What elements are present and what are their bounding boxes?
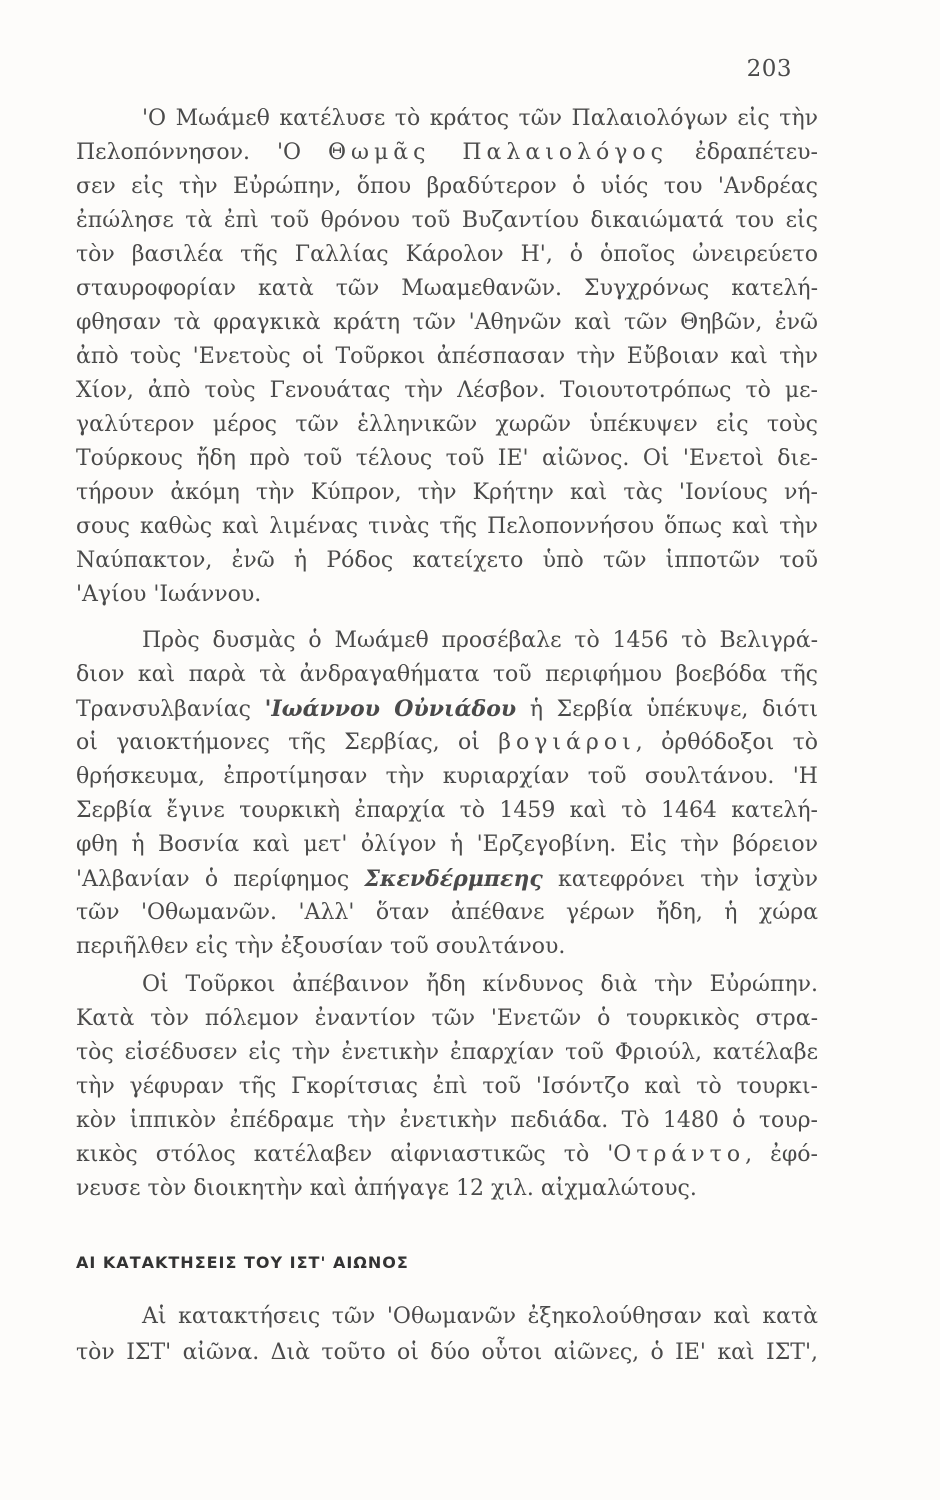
text-line: γαλύτερον μέρος τῶν ἑλληνικῶν χωρῶν ὑπέκυψεν εἰς τοὺς	[76, 412, 818, 437]
person-name-emphasis: Θωμᾶς Παλαιολόγος	[327, 140, 668, 165]
text-span: οἱ γαιοκτήμονες τῆς Σερβίας, οἱ	[76, 730, 499, 755]
text-line: σους καθὼς καὶ λιμένας τινὰς τῆς Πελοποννήσου ὅπως καὶ τὴν	[76, 514, 818, 539]
text-line: 'Αγίου 'Ιωάννου.	[76, 582, 262, 607]
text-line: Αἱ κατακτήσεις τῶν 'Οθωμανῶν ἐξηκολούθησαν καὶ κατὰ	[142, 1304, 818, 1329]
text-span: ἐδραπέτευ-	[667, 140, 818, 165]
text-line: φθη ἡ Βοσνία καὶ μετ' ὀλίγον ἡ 'Ερζεγοβίνη. Εἰς τὴν βόρειον	[76, 832, 818, 857]
place-name-emphasis: Οτράντο	[613, 1142, 746, 1167]
page-number: 203	[746, 56, 792, 82]
text-line	[76, 692, 818, 726]
text-line: τήρουν ἀκόμη τὴν Κύπρον, τὴν Κρήτην καὶ τὰς 'Ιονίους νή-	[76, 480, 818, 505]
text-line: τὸς εἰσέδυσεν εἰς τὴν ἐνετικὴν ἐπαρχίαν τοῦ Φριούλ, κατέλαβε	[76, 1040, 818, 1065]
text-line: τῶν 'Οθωμανῶν. 'Αλλ' ὅταν ἀπέθανε γέρων ἤδη, ἡ χώρα	[76, 900, 818, 925]
text-line: νευσε τὸν διοικητὴν καὶ ἀπήγαγε 12 χιλ. αἰχμαλώτους.	[76, 1176, 697, 1201]
text-line: 'Ο Μωάμεθ κατέλυσε τὸ κράτος τῶν Παλαιολόγων εἰς τὴν	[142, 106, 818, 131]
text-line: Κατὰ τὸν πόλεμον ἐναντίον τῶν 'Ενετῶν ὁ τουρκικὸς στρα-	[76, 1006, 818, 1031]
text-line: φθησαν τὰ φραγκικὰ κράτη τῶν 'Αθηνῶν καὶ τῶν Θηβῶν, ἐνῶ	[76, 310, 818, 335]
text-line	[76, 726, 818, 760]
text-line	[76, 1138, 818, 1172]
text-line	[76, 862, 818, 896]
text-line: Οἱ Τοῦρκοι ἀπέβαινον ἤδη κίνδυνος διὰ τὴν Εὐρώπην.	[142, 972, 818, 997]
text-line: Σερβία ἔγινε τουρκικὴ ἐπαρχία τὸ 1459 καὶ τὸ 1464 κατελή-	[76, 798, 818, 823]
person-name-emphasis: 'Ιωάννου Οὐνιάδου	[264, 696, 517, 722]
text-line: τὴν γέφυραν τῆς Γκορίτσιας ἐπὶ τοῦ 'Ισόντζο καὶ τὸ τουρκι-	[76, 1074, 818, 1099]
text-line: τὸν βασιλέα τῆς Γαλλίας Κάρολον Η', ὁ ὁποῖος ὠνειρεύετο	[76, 242, 818, 267]
text-span: 'Αλβανίαν ὁ περίφημος	[76, 867, 365, 892]
text-line: Πρὸς δυσμὰς ὁ Μωάμεθ προσέβαλε τὸ 1456 τὸ Βελιγρά-	[142, 628, 818, 653]
text-line: ἀπὸ τοὺς 'Ενετοὺς οἱ Τοῦρκοι ἀπέσπασαν τὴν Εὔβοιαν καὶ τὴν	[76, 344, 818, 369]
body-text-section	[76, 1300, 818, 1380]
text-span: , ἐφό-	[745, 1142, 818, 1167]
text-line: Ναύπακτον, ἐνῶ ἡ Ρόδος κατείχετο ὑπὸ τῶν ἱπποτῶν τοῦ	[76, 548, 818, 573]
text-span: Τρανσυλβανίας	[76, 697, 265, 722]
person-name-emphasis: Σκενδέρμπεης	[364, 866, 543, 892]
section-heading: ΑΙ ΚΑΤΑΚΤΗΣΕΙΣ ΤΟΥ ΙΣΤ' ΑΙΩΝΟΣ	[76, 1253, 409, 1272]
text-line	[76, 136, 818, 170]
text-line: διον καὶ παρὰ τὰ ἀνδραγαθήματα τοῦ περιφήμου βοεβόδα τῆς	[76, 662, 818, 687]
text-line: Χίον, ἀπὸ τοὺς Γενουάτας τὴν Λέσβον. Τοιουτοτρόπως τὸ με-	[76, 378, 818, 403]
text-span: κατεφρόνει τὴν ἰσχὺν	[542, 867, 818, 892]
text-line: περιῆλθεν εἰς τὴν ἐξουσίαν τοῦ σουλτάνου.	[76, 934, 566, 959]
text-line: ἐπώλησε τὰ ἐπὶ τοῦ θρόνου τοῦ Βυζαντίου δικαιώματά του εἰς	[76, 208, 818, 233]
text-span: Πελοπόννησον. 'Ο	[76, 140, 328, 165]
text-line: σεν εἰς τὴν Εὐρώπην, ὅπου βραδύτερον ὁ υἱός του 'Ανδρέας	[76, 174, 818, 199]
text-span: , ὀρθόδοξοι τὸ	[635, 730, 819, 755]
text-line: σταυροφορίαν κατὰ τῶν Μωαμεθανῶν. Συγχρόνως κατελή-	[76, 276, 818, 301]
text-span: ἡ Σερβία ὑπέκυψε, διότι	[516, 697, 818, 722]
text-line: τὸν ΙΣΤ' αἰῶνα. Διὰ τοῦτο οἱ δύο οὗτοι αἰῶνες, ὁ ΙΕ' καὶ ΙΣΤ',	[76, 1340, 818, 1365]
text-span: κικὸς στόλος κατέλαβεν αἰφνιαστικῶς τὸ '	[76, 1142, 614, 1167]
term-emphasis: βογιάροι	[498, 730, 636, 755]
body-text	[76, 102, 818, 1242]
text-line: θρήσκευμα, ἐπροτίμησαν τὴν κυριαρχίαν τοῦ σουλτάνου. 'Η	[76, 764, 818, 789]
text-line: κὸν ἱππικὸν ἐπέδραμε τὴν ἐνετικὴν πεδιάδα. Τὸ 1480 ὁ τουρ-	[76, 1108, 818, 1133]
text-line: Τούρκους ἤδη πρὸ τοῦ τέλους τοῦ ΙΕ' αἰῶνος. Οἱ 'Ενετοὶ διε-	[76, 446, 818, 471]
